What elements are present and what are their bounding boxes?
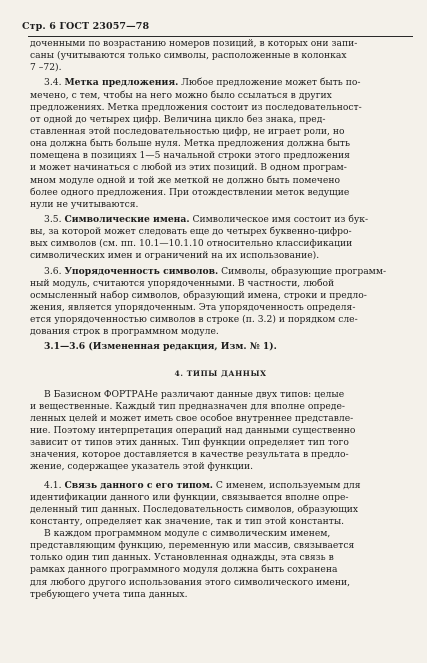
text-line: 7 –72). (30, 62, 62, 74)
text-line: помещена в позициях 1—5 начальной строки этого предложения (30, 150, 350, 162)
text-line: значения, которое доставляется в качестве результата в предло- (30, 449, 349, 461)
clause-heading: Упорядоченность символов. (64, 265, 219, 277)
text-line: жения, является упорядоченным. Эта упорядоченность определя- (30, 301, 356, 313)
text-line: рамках данного программного модуля должна быть сохранена (30, 564, 338, 576)
text-line (30, 214, 411, 226)
text-line: ется упорядоченностью символов в строке (п. 3.2) и порядком сле- (30, 314, 358, 326)
section-title: 4. ТИПЫ ДАННЫХ (174, 368, 267, 378)
text-line: представляющим функцию, переменную или массив, связывается (30, 540, 355, 552)
amendment-note-text: 3.1—3.6 (Измененная редакция, Изм. № 1). (44, 341, 277, 353)
clause-number: 3.5. (44, 213, 62, 225)
text-line: от одной до четырех цифр. Величина цикло без знака, пред- (30, 113, 326, 125)
header-rule (28, 36, 413, 37)
text-line: она должна быть больше нуля. Метка предложения должна быть (30, 138, 351, 150)
paragraph-continuation (30, 38, 411, 74)
text-line: и может начинаться с любой из этих позиций. В одном програм- (30, 162, 347, 174)
text-line: В каждом программном модуле с символическим именем, (44, 528, 331, 540)
clause-number: 3.4. (44, 77, 62, 89)
paragraph-4-intro (30, 389, 411, 474)
text-line: вы, за которой может следовать еще до четырех буквенно-цифро- (30, 226, 352, 238)
text-line: и вещественные. Каждый тип предназначен для вполне опреде- (30, 400, 346, 412)
paragraph-4-1-cont (30, 528, 411, 601)
text-fragment: Любое предложение может быть по- (178, 77, 361, 89)
text-line: идентификации данного или функции, связывается вполне опре- (30, 491, 349, 503)
text-line: жение, содержащее указатель этой функции. (30, 461, 254, 473)
paragraph-3-4 (30, 77, 411, 211)
paragraph-3-5 (30, 214, 411, 263)
text-line: требующего учета типа данных. (30, 588, 188, 600)
text-line: мном модуле одной и той же меткой не должно быть помечено (30, 174, 340, 186)
text-line: ние. Поэтому интерпретация операций над данными существенно (30, 424, 356, 436)
text-line: мечено, с тем, чтобы на него можно было ссылаться в других (30, 89, 332, 101)
text-line: саны (учитываются только символы, расположенные в колонках (30, 50, 347, 62)
text-line: В Базисном ФОРТРАНе различают данные двух типов: целые (44, 388, 345, 400)
text-line: осмысленный набор символов, образующий имена, строки и предло- (30, 289, 367, 301)
amendment-note (30, 341, 411, 353)
text-line: только один тип данных. Установленная однажды, эта связь в (30, 552, 334, 564)
text-line (30, 77, 411, 89)
clause-heading: Символические имена. (64, 213, 190, 225)
clause-number: 4.1. (44, 479, 62, 491)
paragraph-4-1 (30, 480, 411, 529)
text-line: ный модуль, считаются упорядоченными. В частности, любой (30, 277, 335, 289)
text-line (30, 266, 411, 278)
text-line: дования строк в программном модуле. (30, 326, 219, 338)
text-fragment: Символическое имя состоит из бук- (189, 213, 369, 225)
text-fragment: С именем, используемым для (213, 479, 361, 491)
clause-number: 3.6. (44, 265, 62, 277)
text-line: константу, определяет как значение, так и тип этой константы. (30, 515, 345, 527)
text-line: деленный тип данных. Последовательность символов, образующих (30, 503, 359, 515)
document-body (30, 38, 411, 601)
text-line: ленных целей и может иметь свое особое внутреннее представле- (30, 412, 354, 424)
clause-heading: Связь данного с его типом. (64, 479, 213, 491)
text-line: нули не учитываются. (30, 198, 139, 210)
page-header: Стр. 6 ГОСТ 23057—78 (22, 21, 150, 32)
clause-heading: Метка предложения. (64, 77, 179, 89)
paragraph-3-6 (30, 266, 411, 339)
text-line: ставленная этой последовательностью цифр, не играет роли, но (30, 125, 345, 137)
text-line (30, 480, 411, 492)
text-fragment: Символы, образующие программ- (218, 265, 387, 277)
text-line: предложениях. Метка предложения состоит из последовательност- (30, 101, 362, 113)
text-line: зависит от типов этих данных. Тип функции определяет тип того (30, 437, 349, 449)
text-line: доченными по возрастанию номеров позиций, в которых они запи- (30, 38, 358, 49)
text-line: для любого другого использования этого символического имени, (30, 576, 351, 588)
text-line: вых символов (см. пп. 10.1—10.1.10 относительно классификации (30, 238, 353, 250)
text-line: символических имен и ограничений на их использование). (30, 250, 320, 262)
text-line: более одного предложения. При отождествлении меток ведущие (30, 186, 350, 198)
